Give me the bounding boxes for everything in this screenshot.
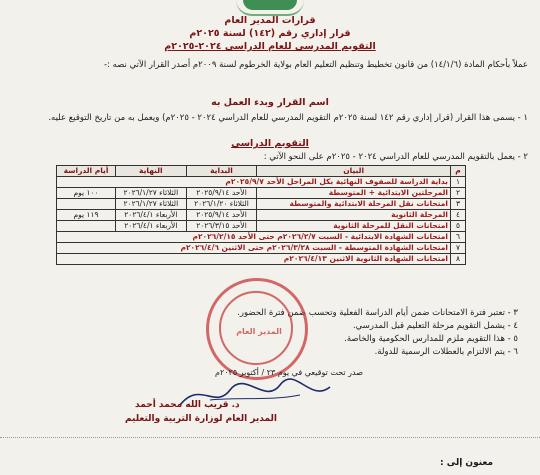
stamp-inner-ring — [219, 291, 293, 365]
row-description: امتحانات النقل للمرحلة الثانوية — [257, 221, 451, 232]
row-description: امتحانات الشهادة الابتدائية - السبت ٢٠٢٦/٢/٧م حتى الأحد ٢٠٢٦/٢/١٥م — [57, 232, 451, 243]
row-days — [57, 221, 116, 232]
row-end: الأربعاء ٢٠٢٦/٤/١ — [116, 210, 187, 221]
row-start: الأحد ٢٠٢٥/٩/١٤ — [186, 210, 257, 221]
intro-paragraph: عملاً بأحكام المادة (١٤/١/٦) من قانون تخطيط وتنظيم التعليم العام بولاية الخرطوم لسنة ٢٠٠٩م أصدر القرار الآتي نصه :- — [103, 60, 528, 70]
closing-statement: صدر تحت توقيعي في يوم ٢٣ / أكتوبر ٢٠٢٥م — [215, 368, 364, 377]
row-start: الثلاثاء ٢٠٢٦/١/٢٠ — [186, 199, 257, 210]
table-row — [57, 221, 466, 232]
row-end: الثلاثاء ٢٠٢٦/١/٢٧ — [116, 199, 187, 210]
row-number: ٦ — [451, 232, 466, 243]
col-header-end: النهاية — [116, 166, 187, 177]
table-row — [57, 254, 466, 265]
table-row — [57, 188, 466, 199]
row-days: ١٠٠ يوم — [57, 188, 116, 199]
row-number: ٤ — [451, 210, 466, 221]
row-description: بداية الدراسة للصفوف النهائية بكل المراحل الأحد ٢٠٢٥/٩/٧م — [57, 177, 451, 188]
decision-subject: التقويم المدرسي للعام الدراسي ٢٠٢٤-٢٠٢٥م — [164, 41, 376, 52]
clause-2: ٢ - يعمل بالتقويم المدرسي للعام الدراسي ٢٠٢٤ - ٢٠٢٥م على النحو الآتي : — [263, 152, 528, 162]
clause-1: ١ - يسمى هذا القرار (قرار إداري رقم ١٤٢ لسنة ٢٠٢٥م التقويم المدرسي للعام الدراسي ٢٠٢٤ - ٢٠٢٥م) ويعمل به من تاريخ التوقيع عليه. — [48, 113, 528, 123]
table-row — [57, 177, 466, 188]
decision-number: قرار إداري رقم (١٤٢) لسنة ٢٠٢٥م — [189, 28, 351, 39]
row-start: الأحد ٢٠٢٦/٣/١٥ — [186, 221, 257, 232]
row-number: ٢ — [451, 188, 466, 199]
table-header-row — [57, 166, 466, 177]
header-title: قرارات المدير العام — [224, 15, 316, 26]
col-header-start: البداية — [186, 166, 257, 177]
row-description: امتحانات الشهادة المتوسطة - السبت ٢٠٢٦/٣/٢٨م حتى الاثنين ٢٠٢٦/٤/٦م — [57, 243, 451, 254]
row-description: المرحلة الثانوية — [257, 210, 451, 221]
row-end: الأربعاء ٢٠٢٦/٤/١ — [116, 221, 187, 232]
stamp-text: المدير العام — [236, 327, 282, 336]
table-row — [57, 243, 466, 254]
list-item: ٥ - هذا التقويم ملزم للمدارس الحكومية والخاصة. — [344, 334, 518, 344]
table-row — [57, 210, 466, 221]
addressed-to-label: معنون إلى : — [440, 458, 494, 468]
row-end: الثلاثاء ٢٠٢٦/١/٢٧ — [116, 188, 187, 199]
row-description: المرحلتين الابتدائية + المتوسطة — [257, 188, 451, 199]
row-days — [57, 199, 116, 210]
row-number: ١ — [451, 177, 466, 188]
row-number: ٨ — [451, 254, 466, 265]
col-header-days: أيام الدراسة — [57, 166, 116, 177]
row-days: ١١٩ يوم — [57, 210, 116, 221]
list-item: ٣ - تعتبر فترة الامتحانات ضمن أيام الدراسة الفعلية وتحسب ضمن فترة الحضور. — [237, 308, 518, 318]
signatory-title: المدير العام لوزارة التربية والتعليم — [125, 414, 277, 424]
row-number: ٧ — [451, 243, 466, 254]
row-start: الأحد ٢٠٢٥/٩/١٤ — [186, 188, 257, 199]
list-item: ٦ - يتم الالتزام بالعطلات الرسمية للدولة. — [374, 347, 518, 357]
official-stamp — [206, 278, 308, 380]
list-item: ٤ - يشمل التقويم مرحلة التعليم قبل المدرسي. — [352, 321, 518, 331]
row-number: ٣ — [451, 199, 466, 210]
table-row — [57, 199, 466, 210]
school-calendar-table — [56, 165, 466, 265]
section-heading-calendar: التقويم الدراسي — [231, 138, 309, 149]
logo-emblem — [243, 0, 297, 10]
section-heading-name: اسم القرار وبدء العمل به — [211, 97, 329, 108]
signatory-name: د. قريب الله محمد أحمد — [135, 400, 240, 410]
row-description: امتحانات نقل المرحلة الابتدائية والمتوسطة — [257, 199, 451, 210]
col-header-number: م — [451, 166, 466, 177]
row-number: ٥ — [451, 221, 466, 232]
row-description: امتحانات الشهادة الثانوية الاثنين ٢٠٢٦/٤/١٣م — [57, 254, 451, 265]
divider — [0, 437, 540, 438]
table-row — [57, 232, 466, 243]
col-header-description: البيان — [257, 166, 451, 177]
